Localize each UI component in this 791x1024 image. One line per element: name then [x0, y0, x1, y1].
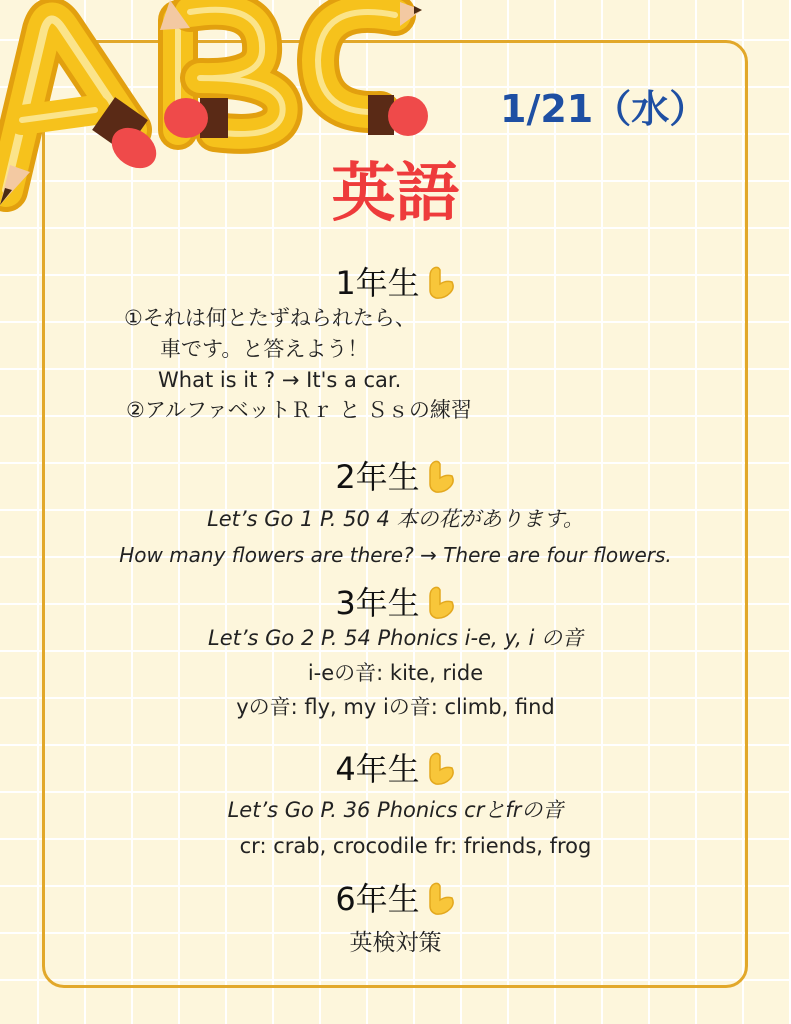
grade-1-label: 1年生: [335, 264, 420, 302]
grade-6-heading: [0, 882, 791, 916]
grade-1-line-1: ①それは何とたずねられたら、: [124, 306, 416, 330]
grade-4-heading: [0, 752, 791, 786]
grade-4-line-1: Let’s Go P. 36 Phonics crとfrの音: [227, 798, 564, 822]
pointing-down-hand-icon: [422, 460, 456, 494]
grade-6-label: 6年生: [335, 880, 420, 918]
grade-4-label: 4年生: [335, 750, 420, 788]
grade-3-label: 3年生: [335, 584, 420, 622]
date-label: 1/21（水）: [500, 87, 708, 131]
grade-2-label: 2年生: [335, 458, 420, 496]
pencil-letter-b: [160, 0, 283, 138]
pointing-down-hand-icon: [422, 882, 456, 916]
grade-1-heading: [0, 266, 791, 300]
grade-2-heading: [0, 460, 791, 494]
grade-3-line-3: yの音: fly, my iの音: climb, find: [236, 695, 555, 719]
grade-6-line-1: 英検対策: [349, 930, 442, 956]
grade-2-line-2: How many flowers are there? → There are four flowers.: [119, 543, 672, 567]
pencil-letter-c: [318, 2, 428, 136]
grade-2-line-1: Let’s Go 1 P. 50 4 本の花があります。: [207, 507, 584, 531]
pointing-down-hand-icon: [422, 586, 456, 620]
grade-4-line-2: cr: crab, crocodile fr: friends, frog: [239, 834, 592, 858]
grade-1-line-3: What is it ? → It's a car.: [158, 368, 402, 392]
grade-1-line-2: 車です。と答えよう！: [160, 337, 369, 361]
grade-1-line-4: ②アルファベットＲｒ と Ｓｓの練習: [126, 398, 472, 422]
pointing-down-hand-icon: [422, 752, 456, 786]
grade-3-line-1: Let’s Go 2 P. 54 Phonics i-e, y, i の音: [208, 626, 583, 650]
grade-3-heading: [0, 586, 791, 620]
pointing-down-hand-icon: [422, 266, 456, 300]
page-title: 英語: [331, 157, 460, 231]
grade-3-line-2: i-eの音: kite, ride: [307, 661, 484, 685]
